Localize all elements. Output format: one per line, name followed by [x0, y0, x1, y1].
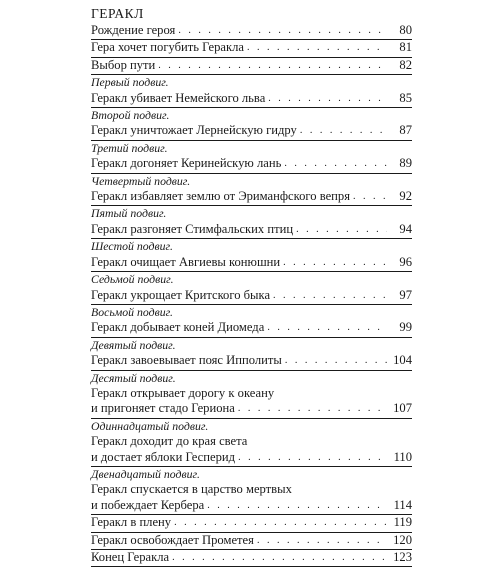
toc-entry-text: Геракл очищает Авгиевы конюшни [91, 254, 281, 269]
toc-entry-text: Геракл доходит до края света [91, 434, 248, 449]
toc-entry-text: Геракл завоевывает пояс Ипполиты [91, 353, 282, 368]
dot-leader [273, 288, 387, 303]
dot-leader [178, 23, 387, 38]
toc-entry-line [91, 434, 412, 449]
page-number: 97 [399, 287, 412, 302]
page-number: 119 [393, 515, 412, 530]
dot-leader [353, 189, 387, 204]
dot-leader [238, 401, 387, 416]
toc-entry-text: Геракл освобождает Прометея [91, 532, 254, 547]
dot-leader [284, 156, 387, 171]
page-number: 85 [399, 90, 412, 105]
page-number: 96 [399, 254, 412, 269]
toc-entry [91, 353, 412, 370]
toc-entry [91, 255, 412, 272]
section-title: ГЕРАКЛ [91, 6, 144, 21]
toc-subheading [91, 108, 412, 123]
toc-entry [91, 156, 412, 173]
toc-subheading [91, 272, 412, 287]
toc-entry [91, 401, 412, 418]
dot-leader [207, 498, 387, 513]
toc-subheading [91, 141, 412, 156]
toc-entry-text: Гера хочет погубить Геракла [91, 40, 244, 55]
page-number: 94 [399, 221, 412, 236]
toc-entry-text: Геракл укрощает Критского быка [91, 287, 271, 302]
toc-subheading-text: Четвертый подвиг. [91, 173, 191, 188]
toc-entry [91, 40, 412, 57]
toc-entry [91, 320, 412, 337]
toc-subheading-text: Первый подвиг. [91, 75, 169, 90]
toc-entry-text: Геракл избавляет землю от Эриманфского вепря [91, 189, 350, 204]
dot-leader [283, 255, 387, 270]
toc-entry [91, 23, 412, 40]
toc-subheading-text: Третий подвиг. [91, 140, 168, 155]
toc-entry-text: Геракл спускается в царство мертвых [91, 482, 292, 497]
toc-subheading [91, 75, 412, 90]
toc-entry [91, 533, 412, 550]
toc-subheading-text: Двенадцатый подвиг. [91, 466, 200, 481]
toc-list [91, 23, 412, 567]
page-number: 87 [399, 123, 412, 138]
toc-entry [91, 288, 412, 305]
toc-entry-text: и пригоняет стадо Гериона [91, 401, 235, 416]
toc-subheading-text: Второй подвиг. [91, 108, 170, 123]
page-number: 82 [399, 57, 412, 72]
toc-entry-text: Геракл уничтожает Лернейскую гидру [91, 123, 297, 138]
toc-entry [91, 498, 412, 515]
toc-subheading [91, 305, 412, 320]
dot-leader [172, 550, 387, 565]
toc-entry-text: и побеждает Кербера [91, 497, 205, 512]
toc-entry-line [91, 386, 412, 401]
toc-subheading-text: Пятый подвиг. [91, 206, 167, 221]
toc-entry [91, 189, 412, 206]
toc-entry [91, 123, 412, 140]
toc-entry-line [91, 482, 412, 497]
dot-leader [285, 353, 387, 368]
dot-leader [267, 320, 387, 335]
toc-entry [91, 550, 412, 567]
toc-subheading-text: Седьмой подвиг. [91, 272, 174, 287]
page-number: 80 [399, 23, 412, 37]
toc-entry-text: Геракл догоняет Керинейскую лань [91, 156, 282, 171]
toc-entry-text: и достает яблоки Гесперид [91, 449, 236, 464]
toc-subheading [91, 371, 412, 386]
dot-leader [174, 515, 387, 530]
dot-leader [296, 222, 387, 237]
toc-entry-text: Геракл убивает Немейского льва [91, 90, 266, 105]
page-number: 120 [393, 532, 412, 547]
toc-entry-text: Геракл в плену [91, 515, 172, 530]
toc-entry [91, 222, 412, 239]
dot-leader [158, 58, 387, 73]
page-number: 123 [393, 550, 412, 564]
toc-entry-text: Геракл разгоняет Стимфальских птиц [91, 221, 294, 236]
toc-subheading [91, 206, 412, 221]
toc-subheading-text: Одиннадцатый подвиг. [91, 418, 209, 433]
page-number: 92 [399, 189, 412, 204]
toc-entry-text: Геракл добывает коней Диомеда [91, 320, 265, 335]
toc-subheading-text: Десятый подвиг. [91, 370, 176, 385]
toc-subheading-text: Шестой подвиг. [91, 239, 173, 254]
dot-leader [257, 533, 387, 548]
toc-subheading [91, 419, 412, 434]
toc-entry [91, 91, 412, 108]
toc-subheading-text: Восьмой подвиг. [91, 304, 174, 319]
toc-subheading-text: Девятый подвиг. [91, 337, 176, 352]
toc-subheading [91, 174, 412, 189]
page-number: 89 [399, 156, 412, 171]
dot-leader [300, 123, 387, 138]
toc-entry-text: Рождение героя [91, 23, 176, 37]
page-number: 104 [393, 353, 412, 368]
toc-entry-text: Конец Геракла [91, 550, 170, 564]
toc-subheading [91, 338, 412, 353]
page-number: 81 [399, 40, 412, 55]
toc-entry-text: Выбор пути [91, 57, 156, 72]
toc-entry [91, 58, 412, 75]
toc-entry-text: Геракл открывает дорогу к океану [91, 385, 275, 400]
dot-leader [247, 40, 387, 55]
dot-leader [238, 450, 387, 465]
page-number: 110 [393, 449, 412, 464]
toc-subheading [91, 467, 412, 482]
toc-subheading [91, 239, 412, 254]
dot-leader [268, 91, 387, 106]
page-number: 114 [393, 497, 412, 512]
toc-entry [91, 450, 412, 467]
toc-entry [91, 515, 412, 532]
page-number: 107 [393, 401, 412, 416]
page-number: 99 [399, 320, 412, 335]
